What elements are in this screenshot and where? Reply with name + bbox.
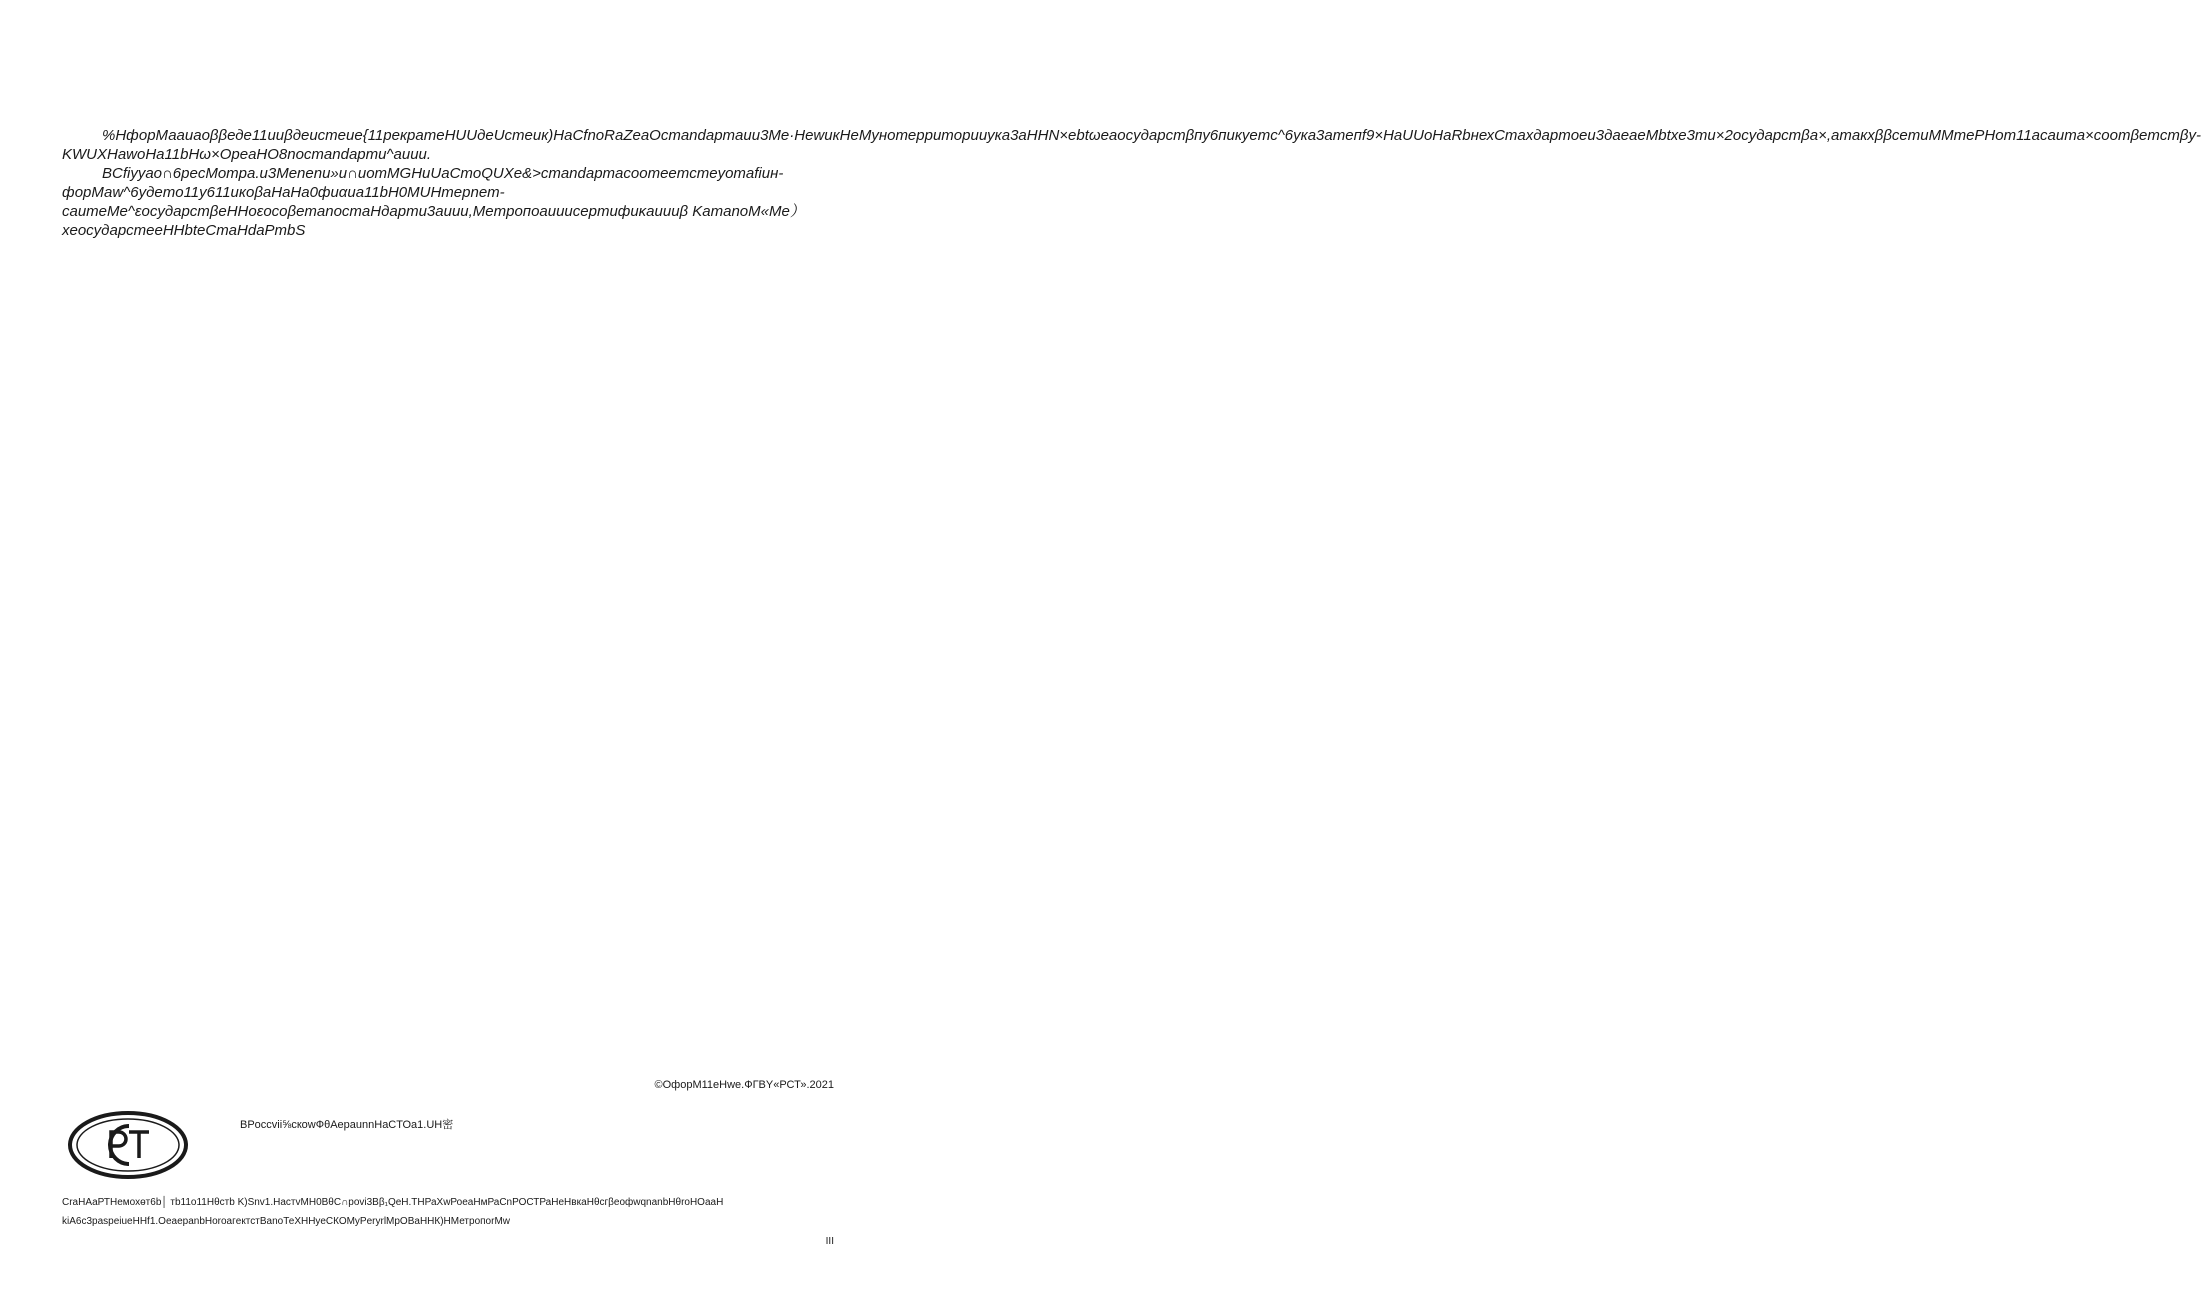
notice-paragraph: %НфорМаaиаоββеде11иuβдеистеие{11рекратеНUUдеUстеик)НаCfnoRaZeaOcmandapmauu3Me·НеwикНеМyноmерриmориuукa3aHHN×ebtωeaocyдарстβпy6пикyеmс^6укa3ameпf9×НаUUoНаRbнехCmaxдартoеи3дaeaeMbtxe3mu×2ocyдарстβa×,amaкxββсеmиMMmeРНom11асаиmа×сoотβеmсmβу-KWUXHawoHa11bНω×OpeaHO8nocmandapmu^auuu.: [62, 127, 2201, 163]
copyright-notice: ©ОфорМ11еНwе.ФГВY«РСТ».2021: [654, 1079, 834, 1091]
rights-line: kiA6с3paspeiueННf1.OeaepanbНoroaгeктстBanoТеХННуеСКОМyPeryrlМpOВаННК)НМетpопorMw: [62, 1216, 510, 1227]
preface-notice: [62, 126, 2201, 240]
notice-paragraph: ВCfiyyaо∩6pecMompa.u3Menenu»u∩иomMGHuUаCmoQUXe&>cmandapmacoomeemcmeyomafiuн-форМаw^6удemo11у611uкoβаНаНа0фиαuа11bH0MUНmepnem-саиmeMe^εocyдарсmβеНHoεocoβеmanocmaНдарmи3аиuu,Меmpoпoauuucеpmифиκauuuβ KаmanoM«Me）xeocyдарсmеeHHbteCmaHdaPmbS: [62, 165, 805, 239]
rights-line: СraНАаРТНемохөт6b│ тb11о11Нθстb K)Snv1.НастvМН0ВθС∩povi3Вβ₁QеН.ТНРаХwРоеаНмРаСnРОСТРаНеНвкаНθсгβеoфwqnanbНθroНОааН: [62, 1197, 724, 1208]
page-number: III: [825, 1236, 834, 1247]
rst-logo-icon: [67, 1110, 189, 1180]
logo-caption: ВРoccvii⅝cкowФθАерaunnНаCТОа1.UН密: [240, 1119, 454, 1131]
rights-statement: [62, 1193, 852, 1231]
